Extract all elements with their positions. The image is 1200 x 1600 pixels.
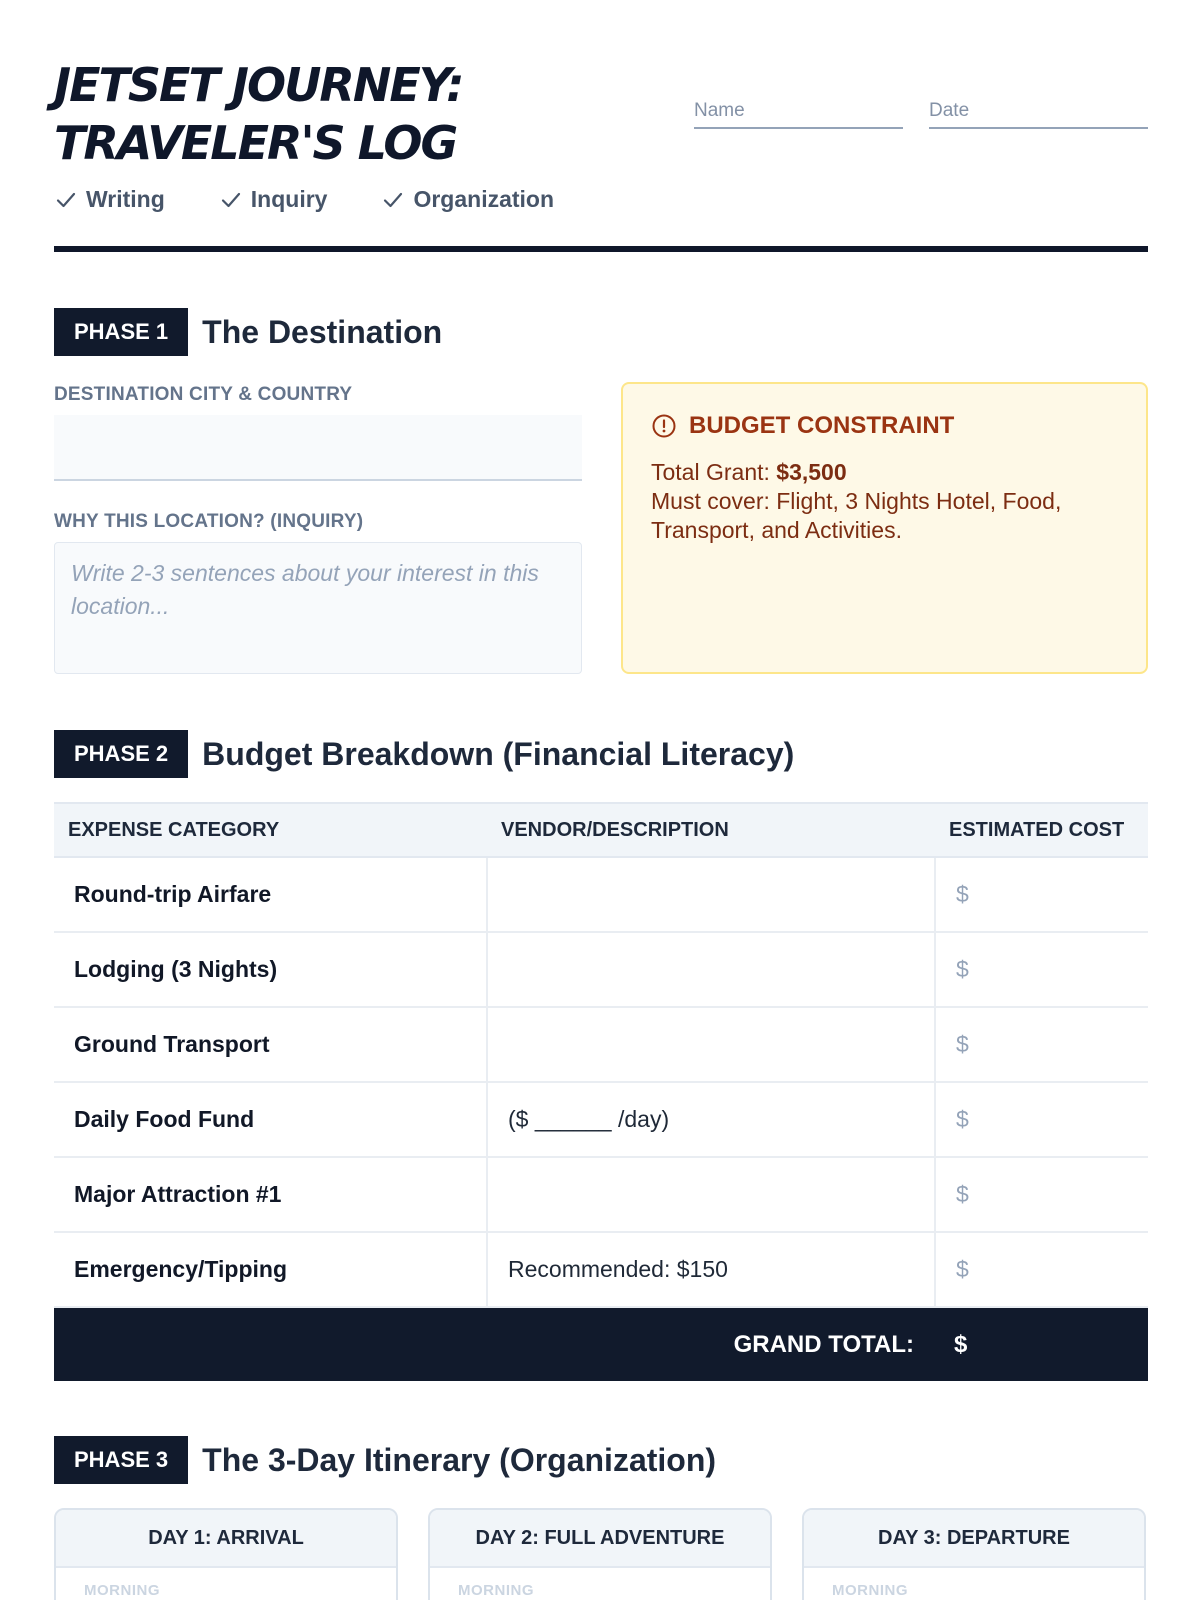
cost-cell[interactable]: $ (935, 1157, 1148, 1232)
page-title (54, 56, 654, 172)
column-header: EXPENSE CATEGORY (54, 803, 487, 857)
table-row (54, 932, 1148, 1007)
expense-category: Round-trip Airfare (54, 857, 487, 932)
expense-category: Emergency/Tipping (54, 1232, 487, 1307)
why-location-textarea[interactable] (54, 542, 582, 674)
title-line-1: JETSET JOURNEY: (54, 58, 463, 112)
skill-label: Organization (413, 186, 555, 212)
day-card-title: DAY 1: ARRIVAL (56, 1510, 396, 1568)
date-field-label: Date (929, 100, 970, 121)
grand-total-value[interactable]: $ (954, 1331, 968, 1358)
expense-category: Daily Food Fund (54, 1082, 487, 1157)
day-card-title: DAY 3: DEPARTURE (804, 1510, 1144, 1568)
phase1-heading (54, 308, 442, 356)
phase3-title: The 3-Day Itinerary (Organization) (202, 1441, 717, 1478)
grand-total-bar (54, 1308, 1148, 1381)
phase2-heading (54, 730, 794, 778)
name-field-label: Name (694, 100, 745, 121)
destination-input[interactable] (54, 415, 582, 481)
check-icon (54, 188, 78, 212)
title-line-2: TRAVELER'S LOG (54, 116, 457, 170)
check-icon (381, 188, 405, 212)
cost-cell[interactable]: $ (935, 932, 1148, 1007)
phase2-badge: PHASE 2 (54, 730, 188, 778)
budget-table (54, 802, 1148, 1308)
vendor-cell[interactable]: Recommended: $150 (487, 1232, 935, 1307)
expense-category: Lodging (3 Nights) (54, 932, 487, 1007)
phase1-badge: PHASE 1 (54, 308, 188, 356)
vendor-cell[interactable] (487, 1157, 935, 1232)
phase1-title: The Destination (202, 313, 443, 350)
grant-value: $3,500 (776, 459, 847, 485)
cost-cell[interactable]: $ (935, 1232, 1148, 1307)
day-slot-label: MORNING (458, 1582, 534, 1599)
skill-label: Writing (86, 186, 165, 212)
budget-heading-text: BUDGET CONSTRAINT (689, 412, 955, 439)
phase3-heading (54, 1436, 716, 1484)
skill-label: Inquiry (250, 186, 328, 212)
table-row (54, 1232, 1148, 1307)
grant-label: Total Grant: (651, 459, 770, 485)
worksheet-page (54, 0, 1148, 1600)
budget-heading (651, 412, 1118, 440)
vendor-cell[interactable] (487, 857, 935, 932)
budget-cover-text: Must cover: Flight, 3 Nights Hotel, Food, Transport, and Activities. (651, 488, 1062, 543)
table-row (54, 857, 1148, 932)
cost-cell[interactable]: $ (935, 1007, 1148, 1082)
phase2-title: Budget Breakdown (Financial Literacy) (202, 735, 795, 772)
budget-grant (651, 458, 1118, 487)
budget-constraint-box (621, 382, 1148, 674)
header-divider (54, 246, 1148, 252)
cost-cell[interactable]: $ (935, 857, 1148, 932)
column-header: VENDOR/DESCRIPTION (487, 803, 935, 857)
day-card-3 (802, 1508, 1146, 1600)
day-card-title: DAY 2: FULL ADVENTURE (430, 1510, 770, 1568)
day-card-2 (428, 1508, 772, 1600)
vendor-cell[interactable] (487, 1007, 935, 1082)
day-slot-label: MORNING (832, 1582, 908, 1599)
table-row (54, 1157, 1148, 1232)
expense-category: Major Attraction #1 (54, 1157, 487, 1232)
skill-inquiry (219, 186, 328, 213)
skill-organization (381, 186, 554, 213)
table-row (54, 1007, 1148, 1082)
day-slot-label: MORNING (84, 1582, 160, 1599)
alert-circle-icon (651, 413, 677, 439)
vendor-cell[interactable]: ($ ______ /day) (487, 1082, 935, 1157)
why-location-placeholder: Write 2-3 sentences about your interest in this location... (71, 560, 539, 619)
check-icon (219, 188, 243, 212)
table-row (54, 1082, 1148, 1157)
skills-list (54, 186, 554, 213)
expense-category: Ground Transport (54, 1007, 487, 1082)
vendor-cell[interactable] (487, 932, 935, 1007)
phase3-badge: PHASE 3 (54, 1436, 188, 1484)
day-card-1 (54, 1508, 398, 1600)
name-field[interactable] (694, 100, 903, 129)
grand-total-label: GRAND TOTAL: (733, 1331, 914, 1358)
cost-cell[interactable]: $ (935, 1082, 1148, 1157)
column-header: ESTIMATED COST (935, 803, 1148, 857)
skill-writing (54, 186, 165, 213)
table-header-row (54, 803, 1148, 857)
why-location-label: WHY THIS LOCATION? (INQUIRY) (54, 511, 364, 532)
date-field[interactable] (929, 100, 1148, 129)
destination-label: DESTINATION CITY & COUNTRY (54, 384, 353, 405)
